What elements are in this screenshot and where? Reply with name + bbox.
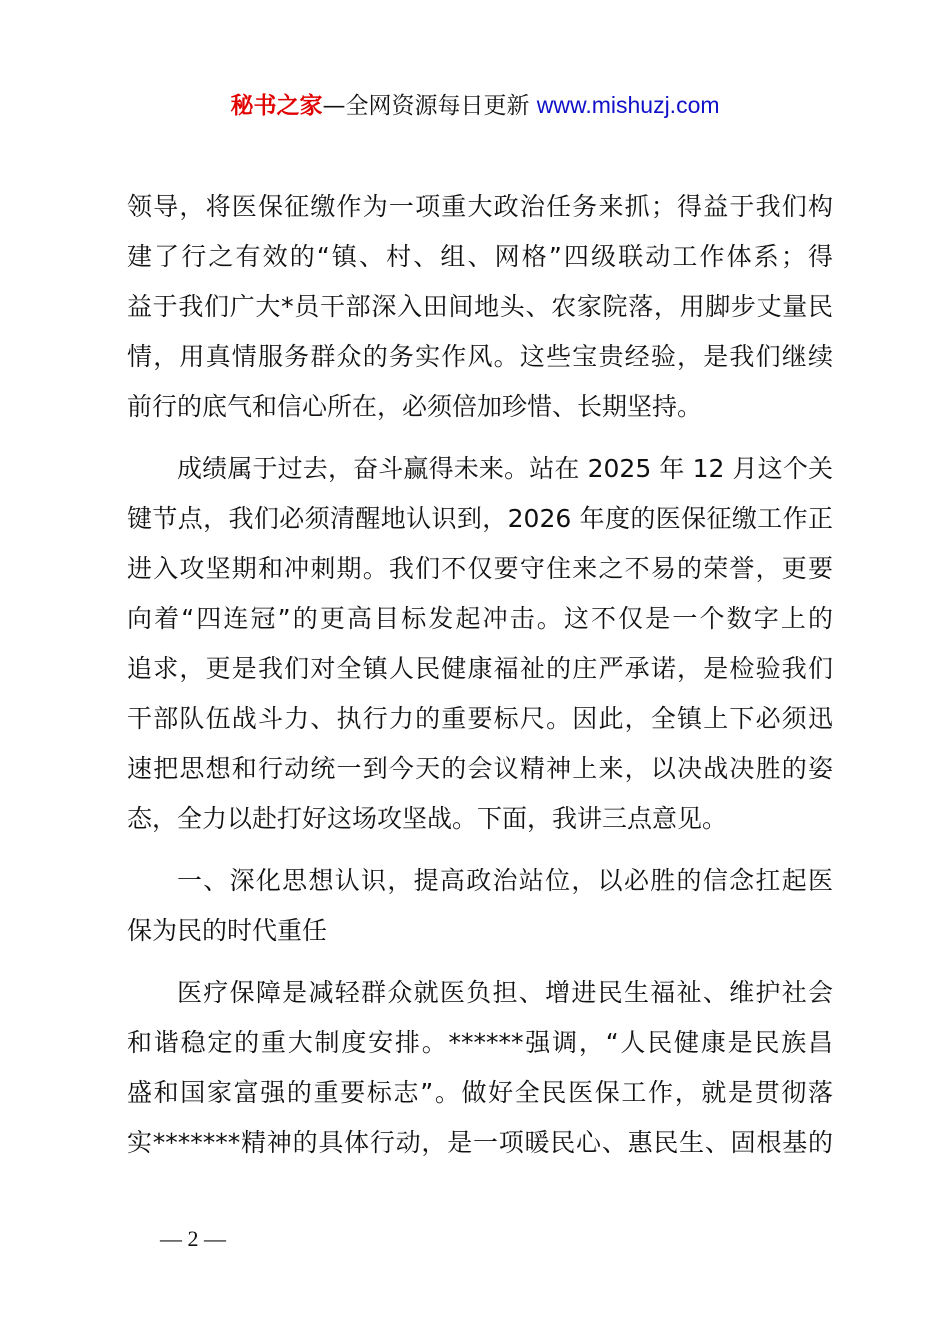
- heading-line: 一、深化思想认识，提高政治站位，以必胜的信念扛起医: [177, 866, 833, 895]
- text-line: 建了行之有效的“镇、村、组、网格”四级联动工作体系；得: [127, 242, 833, 271]
- text-line: 追求，更是我们对全镇人民健康福祉的庄严承诺，是检验我们: [127, 654, 833, 683]
- page-number: — 2 —: [160, 1226, 226, 1251]
- paragraph-2: [127, 444, 833, 844]
- paragraph-1: [127, 182, 833, 432]
- text-line: 向着“四连冠”的更高目标发起冲击。这不仅是一个数字上的: [127, 604, 833, 633]
- section-heading-1: [127, 856, 833, 956]
- heading-line: 保为民的时代重任: [127, 916, 328, 945]
- text-line: 实*******精神的具体行动，是一项暖民心、惠民生、固根基的: [127, 1128, 833, 1157]
- header-url[interactable]: www.mishuzj.com: [536, 92, 720, 118]
- text-line: 键节点，我们必须清醒地认识到，2026 年度的医保征缴工作正: [127, 504, 833, 533]
- text-line: 干部队伍战斗力、执行力的重要标尺。因此，全镇上下必须迅: [127, 704, 833, 733]
- text-line: 前行的底气和信心所在，必须倍加珍惜、长期坚持。: [127, 392, 703, 421]
- header-tagline: —全网资源每日更新: [322, 93, 537, 119]
- text-line: 和谐稳定的重大制度安排。******强调，“人民健康是民族昌: [127, 1028, 833, 1057]
- text-line: 成绩属于过去，奋斗赢得未来。站在 2025 年 12 月这个关: [177, 454, 833, 483]
- text-line: 领导，将医保征缴作为一项重大政治任务来抓；得益于我们构: [127, 192, 833, 221]
- text-line: 进入攻坚期和冲刺期。我们不仅要守住来之不易的荣誉，更要: [127, 554, 833, 583]
- text-line: 情，用真情服务群众的务实作风。这些宝贵经验，是我们继续: [127, 342, 833, 371]
- header-brand: 秘书之家: [230, 93, 323, 119]
- text-line: 医疗保障是减轻群众就医负担、增进民生福祉、维护社会: [177, 978, 833, 1007]
- text-line: 态，全力以赴打好这场攻坚战。下面，我讲三点意见。: [127, 804, 728, 833]
- paragraph-3: [127, 968, 833, 1168]
- site-header: [0, 88, 950, 123]
- text-line: 盛和国家富强的重要标志”。做好全民医保工作，就是贯彻落: [127, 1078, 833, 1107]
- text-line: 益于我们广大*员干部深入田间地头、农家院落，用脚步丈量民: [127, 292, 833, 321]
- text-line: 速把思想和行动统一到今天的会议精神上来，以决战决胜的姿: [127, 754, 833, 783]
- document-body: [127, 182, 833, 1168]
